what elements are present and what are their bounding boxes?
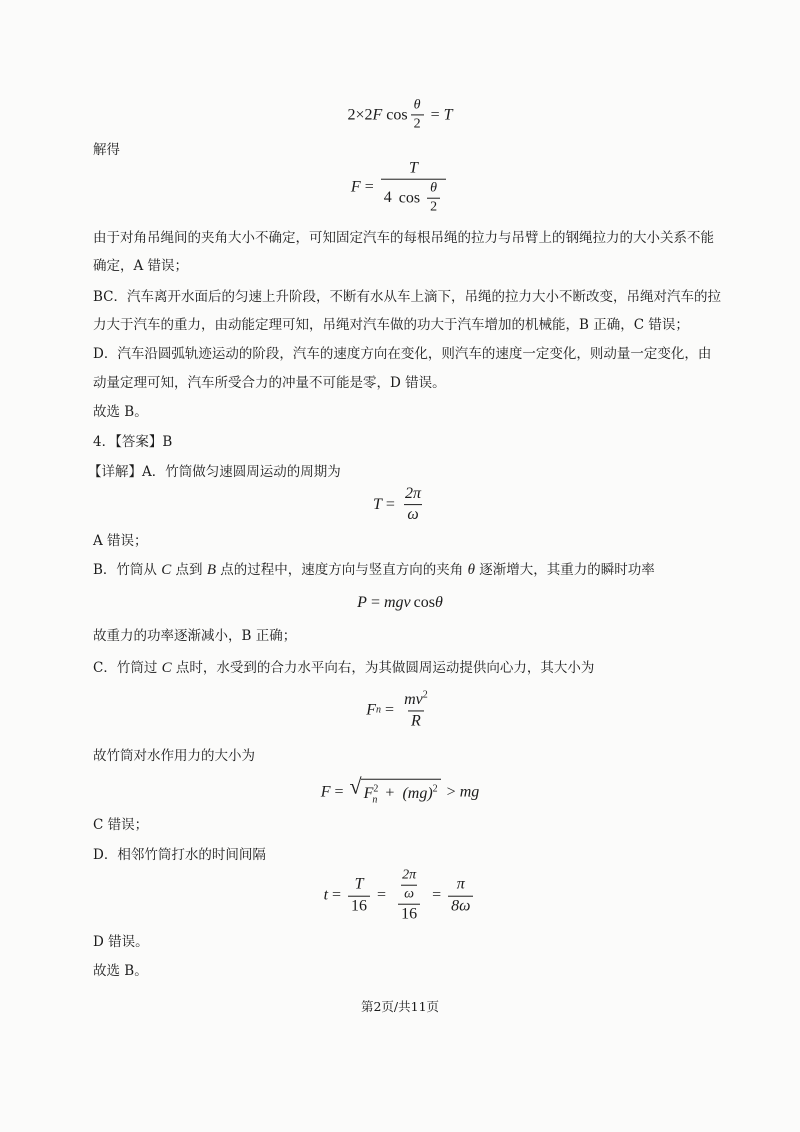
text-line: D．汽车沿圆弧轨迹运动的阶段，汽车的速度方向在变化，则汽车的速度一定变化，则动量一定变化，由 [93, 346, 712, 362]
fraction-denominator: R [408, 710, 424, 730]
text-segment: C．竹筒过 [93, 660, 162, 676]
fraction [427, 181, 440, 216]
formula-variable: mgv [383, 594, 411, 611]
formula-coefficient: 4 [383, 189, 392, 207]
text-segment: 逐渐增大，其重力的瞬时功率 [474, 562, 655, 578]
radicand [361, 779, 441, 811]
fraction [381, 160, 446, 217]
formula-force-result [0, 160, 800, 217]
fraction-numerator: θ [413, 97, 421, 113]
formula-variable: P [357, 594, 367, 611]
formula-variable: F [363, 785, 374, 803]
superscript: 2 [422, 689, 428, 701]
superscript: 2 [373, 783, 379, 795]
fraction-denominator: 2 [427, 198, 440, 216]
fraction-numerator: 2π [404, 485, 421, 503]
equals-sign: = [385, 700, 395, 718]
text-segment: B．竹筒从 [93, 562, 162, 578]
formula-variable: T [373, 496, 382, 513]
fraction [399, 868, 419, 903]
angle-symbol: θ [467, 562, 475, 578]
equals-sign: = [432, 886, 442, 904]
formula-power [0, 594, 800, 612]
equals-sign: = [334, 783, 344, 801]
fraction-denominator: 16 [348, 895, 370, 915]
fraction [448, 876, 473, 916]
formula-centripetal-force [0, 689, 800, 730]
formula-variable: F [372, 106, 383, 123]
fraction [401, 689, 431, 730]
text-segment: 点时，水受到的合力水平向右，为其做圆周运动提供向心力，其大小为 [171, 660, 595, 676]
text-line [93, 560, 655, 580]
fraction-numerator: π [456, 876, 465, 894]
formula-resultant-force [0, 773, 800, 811]
text-segment: 点的过程中，速度方向与竖直方向的夹角 [216, 562, 468, 578]
fraction-denominator: 2 [411, 115, 424, 133]
text-line [93, 658, 594, 678]
text-line: A 错误； [93, 533, 148, 549]
text-line: 解得 [93, 142, 120, 158]
text-line: 故重力的功率逐渐减小，B 正确； [93, 628, 297, 644]
superscript: 2 [432, 783, 438, 795]
formula-variable: (mg) [402, 785, 433, 803]
fraction-numerator [393, 868, 425, 904]
text-line: 故竹筒对水作用力的大小为 [93, 748, 255, 764]
fraction-denominator: ω [401, 885, 417, 903]
formula-variable: F [320, 783, 331, 801]
point-label: C [161, 660, 172, 676]
formula-period [0, 485, 800, 525]
equals-sign: = [377, 886, 387, 904]
text-line: 故选 B。 [93, 963, 148, 979]
formula-variable: F [366, 700, 377, 718]
equals-sign: = [385, 496, 395, 513]
text-line: BC．汽车离开水面后的匀速上升阶段，不断有水从车上滴下，吊绳的拉力大小不断改变，吊绳对汽车的拉 [93, 289, 721, 305]
formula-force-balance [0, 97, 800, 132]
greater-than-sign: > [446, 783, 456, 801]
point-label: B [206, 562, 216, 578]
fraction-numerator: T [354, 876, 364, 894]
text-line: 动量定理可知，汽车所受合力的冲量不可能是零，D 错误。 [93, 375, 446, 391]
formula-variable: F [350, 178, 361, 196]
formula-variable: mv [404, 690, 423, 708]
fraction-denominator: 16 [398, 904, 420, 924]
fraction-denominator: ω [404, 505, 421, 525]
formula-coefficient: 2×2 [347, 106, 373, 123]
formula-variable: θ [434, 594, 443, 611]
equals-sign: = [332, 886, 342, 904]
text-line: C 错误； [93, 817, 149, 833]
page-number-footer: 第2页/共11页 [360, 999, 440, 1014]
text-line: D．相邻竹筒打水的时间间隔 [93, 847, 266, 863]
text-segment: 点到 [171, 562, 207, 578]
formula-time-interval [0, 868, 800, 925]
square-root [349, 773, 441, 811]
fraction-numerator: 2π [402, 867, 417, 883]
plus-sign: + [385, 785, 395, 803]
text-line: 故选 B。 [93, 404, 148, 420]
fraction [411, 97, 424, 132]
fraction [348, 876, 370, 916]
equals-sign: = [370, 594, 380, 611]
formula-function: cos [413, 594, 435, 611]
formula-function: cos [398, 189, 421, 207]
fraction [393, 868, 425, 925]
fraction-numerator [401, 689, 431, 710]
text-line: 【详解】A．竹筒做匀速圆周运动的周期为 [88, 464, 341, 480]
fraction-denominator: 8ω [448, 895, 473, 915]
fraction [402, 485, 424, 525]
fraction-numerator: θ [430, 181, 437, 197]
subscript: n [376, 704, 382, 716]
text-line: 确定，A 错误； [93, 258, 189, 274]
text-line: 力大于汽车的重力，由动能定理可知，吊绳对汽车做的功大于汽车增加的机械能，B 正确，C 错误； [93, 317, 689, 333]
formula-function: cos [386, 106, 408, 123]
equals-sign: = [364, 178, 374, 196]
text-line: 由于对角吊绳间的夹角大小不确定，可知固定汽车的每根吊绳的拉力与吊臂上的钢绳拉力的大小关系不能 [93, 230, 714, 246]
fraction-denominator [381, 179, 446, 216]
subscript: n [372, 794, 378, 806]
fraction-numerator: T [408, 159, 418, 177]
answer-heading: 4．【答案】B [93, 434, 173, 450]
text-line: D 错误。 [93, 934, 149, 950]
formula-variable: t [323, 886, 329, 904]
radical-sign-icon: √ [349, 773, 362, 799]
formula-variable: T [443, 106, 453, 123]
point-label: C [161, 562, 172, 578]
equals-sign: = [430, 106, 440, 123]
formula-variable: mg [459, 783, 480, 801]
